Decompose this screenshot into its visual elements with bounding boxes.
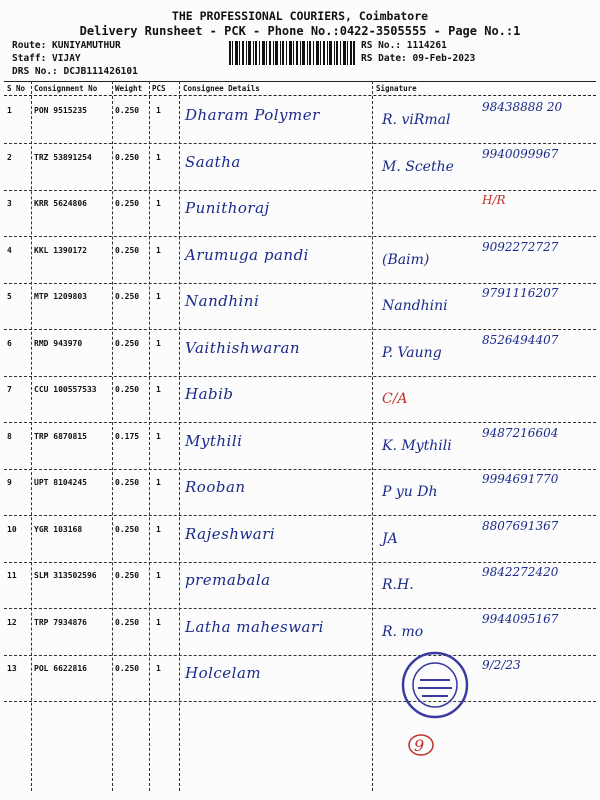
row-serial: 2	[7, 152, 12, 162]
row-pcs: 1	[156, 338, 161, 348]
circled-mark-icon	[407, 732, 435, 758]
row-consignment: YGR 103168	[34, 524, 83, 534]
row-serial: 12	[7, 617, 17, 627]
row-serial: 10	[7, 524, 17, 534]
row-consignment: MTP 1209803	[34, 292, 87, 301]
row-consignee: Habib	[185, 385, 234, 403]
row-signature: R.H.	[382, 577, 414, 593]
row-weight: 0.175	[115, 431, 140, 441]
row-consignee: Nandhini	[185, 292, 260, 310]
row-consignee: Saatha	[185, 152, 241, 171]
row-signature: P yu Dh	[382, 484, 438, 500]
row-phone: 9791116207	[482, 286, 559, 300]
row-pcs: 1	[156, 152, 161, 162]
col-header-pcs: PCS	[152, 84, 166, 93]
table-row	[4, 284, 596, 330]
table-header-rule	[4, 95, 596, 96]
row-weight: 0.250	[115, 199, 140, 208]
runsheet-title: Delivery Runsheet - PCK - Phone No.:0422-3505555 - Page No.:1	[79, 24, 521, 38]
row-pcs: 1	[156, 664, 161, 673]
row-serial: 6	[7, 338, 12, 348]
drs-number: DRS No.: DCJB111426101	[12, 66, 138, 77]
col-header-consignment: Consignment No	[34, 84, 98, 93]
row-phone: 9092272727	[482, 239, 559, 254]
table-row	[4, 98, 596, 144]
row-pcs: 1	[156, 245, 161, 255]
row-serial: 13	[7, 664, 17, 673]
row-weight: 0.250	[115, 292, 140, 301]
rs-number: RS No.: 1114261	[361, 40, 447, 51]
row-signature: R. mo	[382, 623, 424, 640]
table-row	[4, 563, 596, 609]
table-row	[4, 331, 596, 377]
row-phone: H/R	[482, 193, 506, 207]
footer-mark: 9	[414, 736, 425, 755]
row-consignment: TRP 7934876	[34, 617, 87, 627]
row-signature: Nandhini	[382, 298, 448, 314]
row-weight: 0.250	[115, 571, 140, 580]
row-consignee: Mythili	[185, 431, 243, 450]
row-consignee: Holcelam	[185, 664, 262, 682]
row-consignee: Rajeshwari	[185, 524, 276, 543]
row-serial: 4	[7, 245, 12, 255]
row-serial: 3	[7, 199, 12, 208]
row-consignment: TRZ 53891254	[34, 152, 92, 162]
row-phone: 9487216604	[482, 425, 559, 440]
row-phone: 9940099967	[482, 146, 559, 161]
row-pcs: 1	[156, 524, 161, 534]
rs-date: RS Date: 09-Feb-2023	[361, 53, 476, 64]
table-row	[4, 191, 596, 237]
row-weight: 0.250	[115, 338, 140, 348]
col-header-weight: Weight	[115, 84, 143, 93]
row-phone: 9842272420	[482, 565, 559, 579]
row-signature: M. Scethe	[382, 158, 454, 175]
row-serial: 5	[7, 292, 12, 301]
row-consignee: premabala	[185, 571, 271, 589]
row-weight: 0.250	[115, 524, 140, 534]
row-pcs: 1	[156, 292, 161, 301]
row-consignee: Punithoraj	[185, 199, 270, 217]
row-signature: (Baim)	[382, 251, 430, 268]
staff-label: Staff: VIJAY	[12, 53, 81, 64]
row-phone: 9994691770	[482, 472, 559, 486]
row-consignee: Dharam Polymer	[185, 106, 320, 124]
row-phone: 8526494407	[482, 332, 559, 347]
row-serial: 8	[7, 431, 12, 441]
row-weight: 0.250	[115, 106, 140, 115]
row-consignment: PON 9515235	[34, 106, 87, 115]
row-consignment: SLM 313502596	[34, 571, 97, 580]
row-serial: 7	[7, 385, 12, 394]
table-row	[4, 377, 596, 423]
row-weight: 0.250	[115, 385, 140, 394]
row-weight: 0.250	[115, 617, 140, 627]
row-signature: K. Mythili	[382, 437, 452, 454]
table-top-rule	[4, 81, 596, 82]
row-divider	[4, 701, 596, 702]
row-consignment: CCU 100557533	[34, 385, 97, 394]
row-consignee: Arumuga pandi	[185, 245, 309, 264]
row-pcs: 1	[156, 478, 161, 487]
table-row	[4, 238, 596, 284]
row-phone: 8807691367	[482, 518, 559, 533]
row-pcs: 1	[156, 385, 161, 394]
branch-stamp-icon	[400, 650, 470, 720]
row-weight: 0.250	[115, 245, 140, 255]
row-consignment: UPT 8104245	[34, 478, 87, 487]
row-signature: JA	[382, 530, 398, 547]
row-consignment: RMD 943970	[34, 338, 83, 348]
table-row	[4, 470, 596, 516]
row-consignment: KRR 5624806	[34, 199, 87, 208]
row-serial: 1	[7, 106, 12, 115]
row-consignee: Vaithishwaran	[185, 338, 301, 357]
row-weight: 0.250	[115, 152, 140, 162]
row-pcs: 1	[156, 431, 161, 441]
table-row	[4, 145, 596, 191]
row-phone: 9/2/23	[482, 658, 521, 672]
row-weight: 0.250	[115, 478, 140, 487]
row-pcs: 1	[156, 571, 161, 580]
col-header-consignee: Consignee Details	[183, 84, 260, 93]
row-phone: 9944095167	[482, 611, 559, 626]
row-consignment: POL 6622816	[34, 664, 87, 673]
row-consignee: Latha maheswari	[185, 617, 324, 636]
row-pcs: 1	[156, 199, 161, 208]
company-title: THE PROFESSIONAL COURIERS, Coimbatore	[171, 9, 429, 23]
table-row	[4, 656, 596, 702]
table-row	[4, 610, 596, 656]
row-phone: 98438888 20	[482, 100, 563, 114]
col-header-signature: Signature	[376, 84, 417, 93]
row-serial: 9	[7, 478, 12, 487]
col-header-sno: S No	[7, 84, 26, 93]
row-weight: 0.250	[115, 664, 140, 673]
route-label: Route: KUNIYAMUTHUR	[12, 40, 121, 51]
row-pcs: 1	[156, 617, 161, 627]
table-row	[4, 424, 596, 470]
barcode-icon	[229, 41, 355, 65]
row-consignment: TRP 6870815	[34, 431, 87, 441]
row-signature: C/A	[382, 391, 408, 407]
row-consignment: KKL 1390172	[34, 245, 87, 255]
row-consignee: Rooban	[185, 478, 246, 496]
table-row	[4, 517, 596, 563]
row-serial: 11	[7, 571, 17, 580]
row-pcs: 1	[156, 106, 161, 115]
row-signature: R. viRmal	[382, 112, 451, 128]
row-signature: P. Vaung	[382, 344, 442, 361]
